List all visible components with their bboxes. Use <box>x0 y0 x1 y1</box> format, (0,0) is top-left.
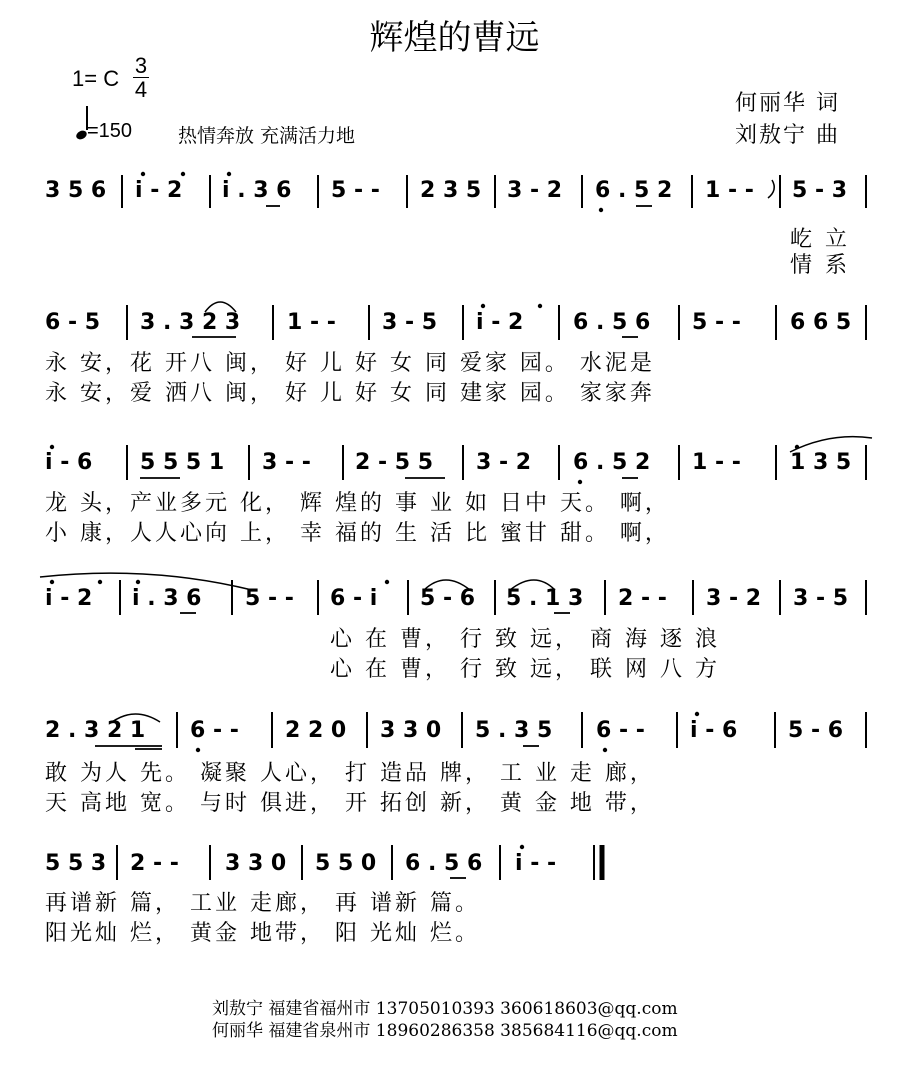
measure: 2 - 5 5 <box>355 450 434 475</box>
measure: i . 3 6 <box>132 586 202 611</box>
measure: 6 - - <box>190 718 239 743</box>
expression-marking: 热情奔放 充满活力地 <box>178 125 356 147</box>
slurs <box>40 180 872 722</box>
measure: 3 - - <box>262 450 311 475</box>
octave-dots-high <box>50 172 799 849</box>
lyric-line-2a: 永 安，花 开八 闽， 好 儿 好 女 同 爱家 园。 水泥是 <box>45 351 655 376</box>
measure: 6 - i <box>330 586 378 611</box>
measure: i . 3 6 <box>222 178 292 203</box>
key-signature: 1= C <box>72 66 120 91</box>
lyric-line-4b: 心 在 曹， 行 致 远， 联 网 八 方 <box>330 657 720 682</box>
measure: 5 - - <box>692 310 741 335</box>
measure: 5 . 3 5 <box>475 718 553 743</box>
measure: 5 - 3 <box>792 178 848 203</box>
measure: 6 . 5 2 <box>595 178 673 203</box>
lyric-line-6a: 再谱新 篇， 工业 走廊， 再 谱新 篇。 <box>45 891 480 916</box>
measure: 5 5 0 <box>315 851 377 876</box>
lyric-line-3a: 龙 头，产业多元 化， 辉 煌的 事 业 如 日中 天。 啊， <box>45 491 670 516</box>
measure: 3 5 6 <box>45 178 107 203</box>
measure: 5 - 6 <box>788 718 844 743</box>
measure: 5 - - <box>331 178 380 203</box>
measure: 5 - 6 <box>420 586 476 611</box>
song-title: 辉煌的曹远 <box>369 18 540 58</box>
measure: 3 3 0 <box>380 718 442 743</box>
measure: 2 . 3 2 1 <box>45 718 146 743</box>
measure: 6 . 5 2 <box>573 450 651 475</box>
measure: i - - <box>515 851 557 876</box>
measure: 3 - 5 <box>793 586 849 611</box>
composer-credit: 刘敖宁 曲 <box>735 123 840 148</box>
lyric-line-1a: 屹 立 <box>790 227 850 252</box>
tempo-value: =150 <box>87 120 133 142</box>
lyricist-credit: 何丽华 词 <box>735 91 840 116</box>
eighth-underlines <box>95 206 652 878</box>
measure: 5 5 5 1 <box>140 450 225 475</box>
measure: 6 . 5 6 <box>405 851 483 876</box>
contact-line-lyricist: 何丽华 福建省泉州市 18960286358 385684116@qq.com <box>212 1021 678 1041</box>
measure: i - 2 <box>476 310 524 335</box>
measure: 2 2 0 <box>285 718 347 743</box>
measure: 2 - - <box>618 586 667 611</box>
contact-line-composer: 刘敖宁 福建省福州市 13705010393 360618603@qq.com <box>212 999 678 1019</box>
measure: 1 - - <box>287 310 336 335</box>
time-signature-top: 3 <box>134 53 148 78</box>
measure: 6 - - <box>596 718 645 743</box>
measure: 6 6 5 <box>790 310 852 335</box>
bar-lines <box>117 175 866 880</box>
measure: i - 2 <box>135 178 183 203</box>
measure: 3 3 0 <box>225 851 287 876</box>
lyric-line-4a: 心 在 曹， 行 致 远， 商 海 逐 浪 <box>330 627 720 652</box>
measure: 2 - - <box>130 851 179 876</box>
measure: i - 2 <box>45 586 93 611</box>
octave-dots-low <box>196 208 607 752</box>
lyric-line-1b: 情 系 <box>790 253 850 278</box>
measure: 3 - 2 <box>507 178 563 203</box>
measure: 2 3 5 <box>420 178 482 203</box>
measure: 1 - - <box>705 178 754 203</box>
time-signature-bottom: 4 <box>134 77 148 102</box>
measure: 5 - - <box>245 586 294 611</box>
measure: 3 - 2 <box>706 586 762 611</box>
measure: 1 3 5 <box>790 450 852 475</box>
measure: 3 . 3 2 3 <box>140 310 241 335</box>
measure: 6 . 5 6 <box>573 310 651 335</box>
measure: i - 6 <box>690 718 738 743</box>
lyric-line-6b: 阳光灿 烂， 黄金 地带， 阳 光灿 烂。 <box>45 921 480 946</box>
lyric-line-3b: 小 康，人人心向 上， 幸 福的 生 活 比 蜜甘 甜。 啊， <box>45 521 670 546</box>
measure: 3 - 5 <box>382 310 438 335</box>
measure: i - 6 <box>45 450 93 475</box>
measure: 3 - 2 <box>476 450 532 475</box>
lyric-line-5b: 天 高地 宽。 与时 俱进， 开 拓创 新， 黄 金 地 带， <box>45 791 655 816</box>
measure: 6 - 5 <box>45 310 101 335</box>
measure: 1 - - <box>692 450 741 475</box>
measure: 5 . 1 3 <box>506 586 584 611</box>
lyric-line-5a: 敢 为人 先。 凝聚 人心， 打 造品 牌， 工 业 走 廊， <box>45 761 655 786</box>
lyric-line-2b: 永 安，爱 洒八 闽， 好 儿 好 女 同 建家 园。 家家奔 <box>45 381 655 406</box>
measure: 5 5 3 <box>45 851 107 876</box>
